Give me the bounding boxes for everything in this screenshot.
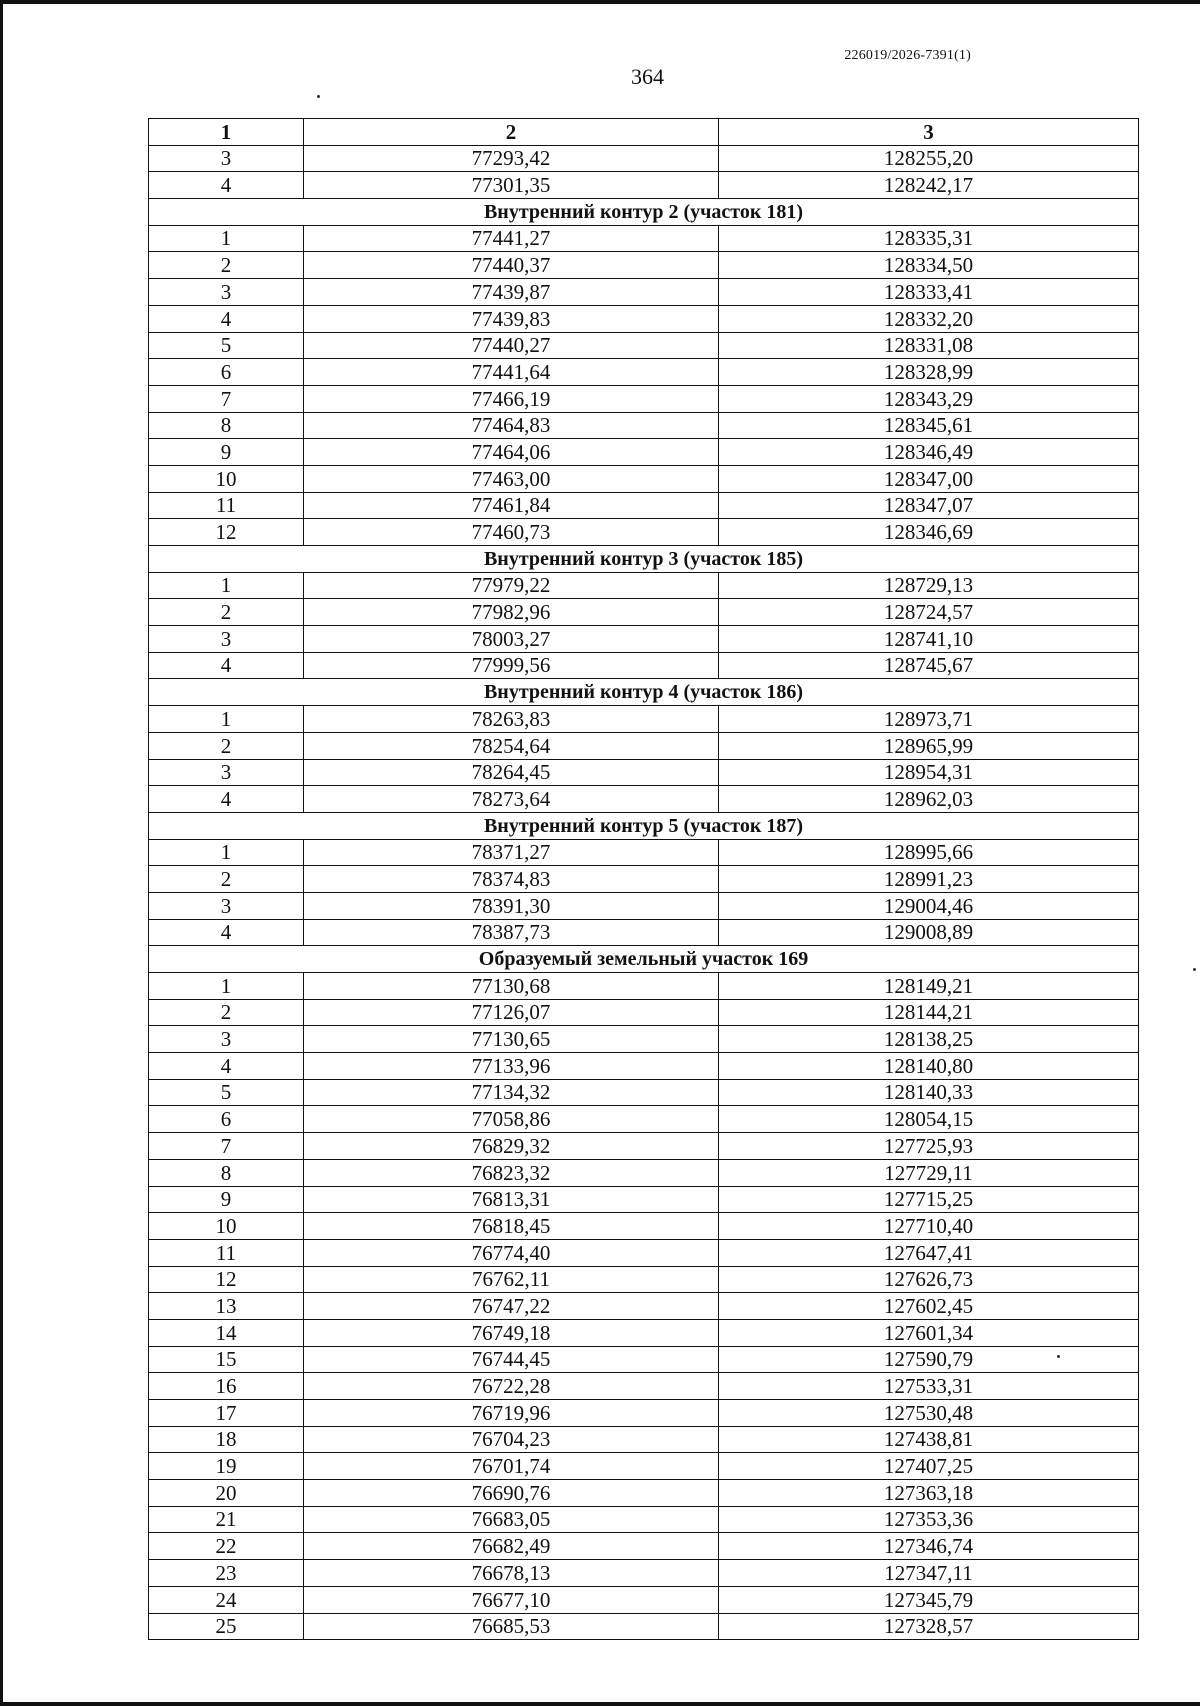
x-coordinate-cell: 78263,83 xyxy=(304,706,719,733)
table-row xyxy=(149,332,1139,359)
y-coordinate-cell: 127438,81 xyxy=(719,1426,1139,1453)
y-coordinate-cell: 128343,29 xyxy=(719,385,1139,412)
point-number-cell: 2 xyxy=(149,732,304,759)
y-coordinate-cell: 127346,74 xyxy=(719,1533,1139,1560)
y-coordinate-cell: 127345,79 xyxy=(719,1586,1139,1613)
x-coordinate-cell: 77130,65 xyxy=(304,1026,719,1053)
y-coordinate-cell: 128346,49 xyxy=(719,439,1139,466)
x-coordinate-cell: 77464,83 xyxy=(304,412,719,439)
x-coordinate-cell: 77441,27 xyxy=(304,225,719,252)
x-coordinate-cell: 76701,74 xyxy=(304,1453,719,1480)
y-coordinate-cell: 127647,41 xyxy=(719,1239,1139,1266)
x-coordinate-cell: 78371,27 xyxy=(304,839,719,866)
table-row xyxy=(149,759,1139,786)
table-row xyxy=(149,279,1139,306)
point-number-cell: 4 xyxy=(149,1053,304,1080)
x-coordinate-cell: 76744,45 xyxy=(304,1346,719,1373)
section-header-row xyxy=(149,199,1139,226)
x-coordinate-cell: 76813,31 xyxy=(304,1186,719,1213)
table-row xyxy=(149,1426,1139,1453)
table-header-row xyxy=(149,119,1139,146)
point-number-cell: 6 xyxy=(149,359,304,386)
y-coordinate-cell: 128991,23 xyxy=(719,866,1139,893)
point-number-cell: 3 xyxy=(149,1026,304,1053)
y-coordinate-cell: 128745,67 xyxy=(719,652,1139,679)
x-coordinate-cell: 76829,32 xyxy=(304,1133,719,1160)
x-coordinate-cell: 76678,13 xyxy=(304,1560,719,1587)
x-coordinate-cell: 77460,73 xyxy=(304,519,719,546)
point-number-cell: 3 xyxy=(149,626,304,653)
point-number-cell: 10 xyxy=(149,1213,304,1240)
y-coordinate-cell: 128724,57 xyxy=(719,599,1139,626)
y-coordinate-cell: 128242,17 xyxy=(719,172,1139,199)
y-coordinate-cell: 128144,21 xyxy=(719,999,1139,1026)
y-coordinate-cell: 128334,50 xyxy=(719,252,1139,279)
y-coordinate-cell: 128729,13 xyxy=(719,572,1139,599)
y-coordinate-cell: 127626,73 xyxy=(719,1266,1139,1293)
x-coordinate-cell: 76747,22 xyxy=(304,1293,719,1320)
table-row xyxy=(149,1293,1139,1320)
table-row xyxy=(149,519,1139,546)
point-number-cell: 24 xyxy=(149,1586,304,1613)
section-header-row xyxy=(149,679,1139,706)
y-coordinate-cell: 129008,89 xyxy=(719,919,1139,946)
table-row xyxy=(149,599,1139,626)
table-row xyxy=(149,626,1139,653)
x-coordinate-cell: 78374,83 xyxy=(304,866,719,893)
table-row xyxy=(149,999,1139,1026)
table-row xyxy=(149,1186,1139,1213)
point-number-cell: 9 xyxy=(149,439,304,466)
coordinates-table-body xyxy=(149,119,1139,1640)
table-row xyxy=(149,866,1139,893)
y-coordinate-cell: 127729,11 xyxy=(719,1159,1139,1186)
x-coordinate-cell: 76682,49 xyxy=(304,1533,719,1560)
x-coordinate-cell: 77464,06 xyxy=(304,439,719,466)
table-row xyxy=(149,786,1139,813)
table-row xyxy=(149,412,1139,439)
point-number-cell: 5 xyxy=(149,332,304,359)
y-coordinate-cell: 127533,31 xyxy=(719,1373,1139,1400)
y-coordinate-cell: 128331,08 xyxy=(719,332,1139,359)
table-row xyxy=(149,1239,1139,1266)
x-coordinate-cell: 77439,83 xyxy=(304,305,719,332)
y-coordinate-cell: 128962,03 xyxy=(719,786,1139,813)
x-coordinate-cell: 76762,11 xyxy=(304,1266,719,1293)
y-coordinate-cell: 127715,25 xyxy=(719,1186,1139,1213)
point-number-cell: 23 xyxy=(149,1560,304,1587)
y-coordinate-cell: 128328,99 xyxy=(719,359,1139,386)
point-number-cell: 8 xyxy=(149,412,304,439)
point-number-cell: 4 xyxy=(149,172,304,199)
y-coordinate-cell: 127710,40 xyxy=(719,1213,1139,1240)
point-number-cell: 17 xyxy=(149,1400,304,1427)
point-number-cell: 12 xyxy=(149,1266,304,1293)
y-coordinate-cell: 127530,48 xyxy=(719,1400,1139,1427)
table-row xyxy=(149,1133,1139,1160)
page-number: 364 xyxy=(631,64,664,89)
point-number-cell: 9 xyxy=(149,1186,304,1213)
y-coordinate-cell: 128973,71 xyxy=(719,706,1139,733)
y-coordinate-cell: 127328,57 xyxy=(719,1613,1139,1640)
x-coordinate-cell: 77293,42 xyxy=(304,145,719,172)
x-coordinate-cell: 76690,76 xyxy=(304,1480,719,1507)
point-number-cell: 14 xyxy=(149,1319,304,1346)
scan-edge-top xyxy=(0,0,1200,4)
point-number-cell: 6 xyxy=(149,1106,304,1133)
x-coordinate-cell: 76677,10 xyxy=(304,1586,719,1613)
y-coordinate-cell: 128347,07 xyxy=(719,492,1139,519)
point-number-cell: 5 xyxy=(149,1079,304,1106)
point-number-cell: 21 xyxy=(149,1506,304,1533)
y-coordinate-cell: 128995,66 xyxy=(719,839,1139,866)
scan-edge-bottom xyxy=(0,1702,1200,1706)
table-row xyxy=(149,1613,1139,1640)
column-header-3: 3 xyxy=(719,119,1139,146)
point-number-cell: 11 xyxy=(149,492,304,519)
point-number-cell: 25 xyxy=(149,1613,304,1640)
x-coordinate-cell: 77130,68 xyxy=(304,973,719,1000)
y-coordinate-cell: 128335,31 xyxy=(719,225,1139,252)
section-header-row xyxy=(149,946,1139,973)
y-coordinate-cell: 127347,11 xyxy=(719,1560,1139,1587)
table-row xyxy=(149,1586,1139,1613)
x-coordinate-cell: 77440,27 xyxy=(304,332,719,359)
table-row xyxy=(149,652,1139,679)
point-number-cell: 4 xyxy=(149,786,304,813)
x-coordinate-cell: 76704,23 xyxy=(304,1426,719,1453)
table-row xyxy=(149,1319,1139,1346)
section-title: Внутренний контур 5 (участок 187) xyxy=(149,812,1139,839)
x-coordinate-cell: 77463,00 xyxy=(304,465,719,492)
x-coordinate-cell: 76685,53 xyxy=(304,1613,719,1640)
table-row xyxy=(149,1373,1139,1400)
y-coordinate-cell: 128346,69 xyxy=(719,519,1139,546)
table-row xyxy=(149,1053,1139,1080)
scan-speck xyxy=(1193,968,1196,971)
x-coordinate-cell: 76818,45 xyxy=(304,1213,719,1240)
x-coordinate-cell: 77466,19 xyxy=(304,385,719,412)
table-row xyxy=(149,706,1139,733)
table-row xyxy=(149,439,1139,466)
x-coordinate-cell: 77126,07 xyxy=(304,999,719,1026)
point-number-cell: 2 xyxy=(149,866,304,893)
x-coordinate-cell: 78003,27 xyxy=(304,626,719,653)
table-row xyxy=(149,145,1139,172)
point-number-cell: 7 xyxy=(149,385,304,412)
table-row xyxy=(149,1079,1139,1106)
point-number-cell: 4 xyxy=(149,652,304,679)
x-coordinate-cell: 77133,96 xyxy=(304,1053,719,1080)
y-coordinate-cell: 128954,31 xyxy=(719,759,1139,786)
table-row xyxy=(149,1560,1139,1587)
x-coordinate-cell: 77982,96 xyxy=(304,599,719,626)
point-number-cell: 2 xyxy=(149,252,304,279)
point-number-cell: 1 xyxy=(149,839,304,866)
table-row xyxy=(149,1026,1139,1053)
point-number-cell: 2 xyxy=(149,999,304,1026)
y-coordinate-cell: 128332,20 xyxy=(719,305,1139,332)
point-number-cell: 3 xyxy=(149,892,304,919)
table-row xyxy=(149,1346,1139,1373)
y-coordinate-cell: 128255,20 xyxy=(719,145,1139,172)
x-coordinate-cell: 76683,05 xyxy=(304,1506,719,1533)
x-coordinate-cell: 77440,37 xyxy=(304,252,719,279)
y-coordinate-cell: 128741,10 xyxy=(719,626,1139,653)
point-number-cell: 3 xyxy=(149,759,304,786)
table-row xyxy=(149,1506,1139,1533)
y-coordinate-cell: 128965,99 xyxy=(719,732,1139,759)
section-header-row xyxy=(149,546,1139,573)
point-number-cell: 8 xyxy=(149,1159,304,1186)
table-row xyxy=(149,1480,1139,1507)
table-row xyxy=(149,919,1139,946)
table-row xyxy=(149,492,1139,519)
x-coordinate-cell: 76823,32 xyxy=(304,1159,719,1186)
point-number-cell: 13 xyxy=(149,1293,304,1320)
section-title: Внутренний контур 3 (участок 185) xyxy=(149,546,1139,573)
table-row xyxy=(149,973,1139,1000)
y-coordinate-cell: 128149,21 xyxy=(719,973,1139,1000)
point-number-cell: 12 xyxy=(149,519,304,546)
point-number-cell: 10 xyxy=(149,465,304,492)
table-row xyxy=(149,225,1139,252)
table-row xyxy=(149,1453,1139,1480)
point-number-cell: 22 xyxy=(149,1533,304,1560)
y-coordinate-cell: 127601,34 xyxy=(719,1319,1139,1346)
document-reference: 226019/2026-7391(1) xyxy=(844,48,971,63)
point-number-cell: 1 xyxy=(149,973,304,1000)
table-row xyxy=(149,1213,1139,1240)
point-number-cell: 18 xyxy=(149,1426,304,1453)
table-row xyxy=(149,359,1139,386)
y-coordinate-cell: 127407,25 xyxy=(719,1453,1139,1480)
section-title: Внутренний контур 4 (участок 186) xyxy=(149,679,1139,706)
table-row xyxy=(149,732,1139,759)
point-number-cell: 7 xyxy=(149,1133,304,1160)
x-coordinate-cell: 77439,87 xyxy=(304,279,719,306)
x-coordinate-cell: 77461,84 xyxy=(304,492,719,519)
y-coordinate-cell: 128333,41 xyxy=(719,279,1139,306)
table-row xyxy=(149,572,1139,599)
x-coordinate-cell: 78387,73 xyxy=(304,919,719,946)
x-coordinate-cell: 76749,18 xyxy=(304,1319,719,1346)
point-number-cell: 20 xyxy=(149,1480,304,1507)
table-row xyxy=(149,1159,1139,1186)
table-row xyxy=(149,892,1139,919)
section-title: Образуемый земельный участок 169 xyxy=(149,946,1139,973)
y-coordinate-cell: 127363,18 xyxy=(719,1480,1139,1507)
x-coordinate-cell: 78254,64 xyxy=(304,732,719,759)
point-number-cell: 16 xyxy=(149,1373,304,1400)
table-row xyxy=(149,465,1139,492)
x-coordinate-cell: 77058,86 xyxy=(304,1106,719,1133)
y-coordinate-cell: 128140,80 xyxy=(719,1053,1139,1080)
point-number-cell: 1 xyxy=(149,706,304,733)
y-coordinate-cell: 128347,00 xyxy=(719,465,1139,492)
y-coordinate-cell: 128345,61 xyxy=(719,412,1139,439)
point-number-cell: 3 xyxy=(149,279,304,306)
y-coordinate-cell: 129004,46 xyxy=(719,892,1139,919)
x-coordinate-cell: 77441,64 xyxy=(304,359,719,386)
y-coordinate-cell: 127590,79 xyxy=(719,1346,1139,1373)
scan-edge-left xyxy=(0,0,3,1706)
point-number-cell: 1 xyxy=(149,572,304,599)
table-row xyxy=(149,1400,1139,1427)
x-coordinate-cell: 78264,45 xyxy=(304,759,719,786)
x-coordinate-cell: 76722,28 xyxy=(304,1373,719,1400)
y-coordinate-cell: 127725,93 xyxy=(719,1133,1139,1160)
x-coordinate-cell: 77999,56 xyxy=(304,652,719,679)
table-row xyxy=(149,1533,1139,1560)
point-number-cell: 1 xyxy=(149,225,304,252)
point-number-cell: 3 xyxy=(149,145,304,172)
table-row xyxy=(149,252,1139,279)
table-row xyxy=(149,839,1139,866)
x-coordinate-cell: 77979,22 xyxy=(304,572,719,599)
y-coordinate-cell: 127602,45 xyxy=(719,1293,1139,1320)
point-number-cell: 19 xyxy=(149,1453,304,1480)
coordinates-table xyxy=(148,118,1139,1640)
point-number-cell: 15 xyxy=(149,1346,304,1373)
x-coordinate-cell: 78391,30 xyxy=(304,892,719,919)
scan-speck xyxy=(317,95,320,98)
table-row xyxy=(149,385,1139,412)
column-header-2: 2 xyxy=(304,119,719,146)
point-number-cell: 2 xyxy=(149,599,304,626)
section-header-row xyxy=(149,812,1139,839)
x-coordinate-cell: 78273,64 xyxy=(304,786,719,813)
y-coordinate-cell: 128138,25 xyxy=(719,1026,1139,1053)
section-title: Внутренний контур 2 (участок 181) xyxy=(149,199,1139,226)
table-row xyxy=(149,1106,1139,1133)
table-row xyxy=(149,1266,1139,1293)
y-coordinate-cell: 128054,15 xyxy=(719,1106,1139,1133)
x-coordinate-cell: 77134,32 xyxy=(304,1079,719,1106)
x-coordinate-cell: 77301,35 xyxy=(304,172,719,199)
x-coordinate-cell: 76774,40 xyxy=(304,1239,719,1266)
table-row xyxy=(149,172,1139,199)
point-number-cell: 4 xyxy=(149,919,304,946)
point-number-cell: 11 xyxy=(149,1239,304,1266)
y-coordinate-cell: 127353,36 xyxy=(719,1506,1139,1533)
column-header-1: 1 xyxy=(149,119,304,146)
point-number-cell: 4 xyxy=(149,305,304,332)
y-coordinate-cell: 128140,33 xyxy=(719,1079,1139,1106)
x-coordinate-cell: 76719,96 xyxy=(304,1400,719,1427)
table-row xyxy=(149,305,1139,332)
